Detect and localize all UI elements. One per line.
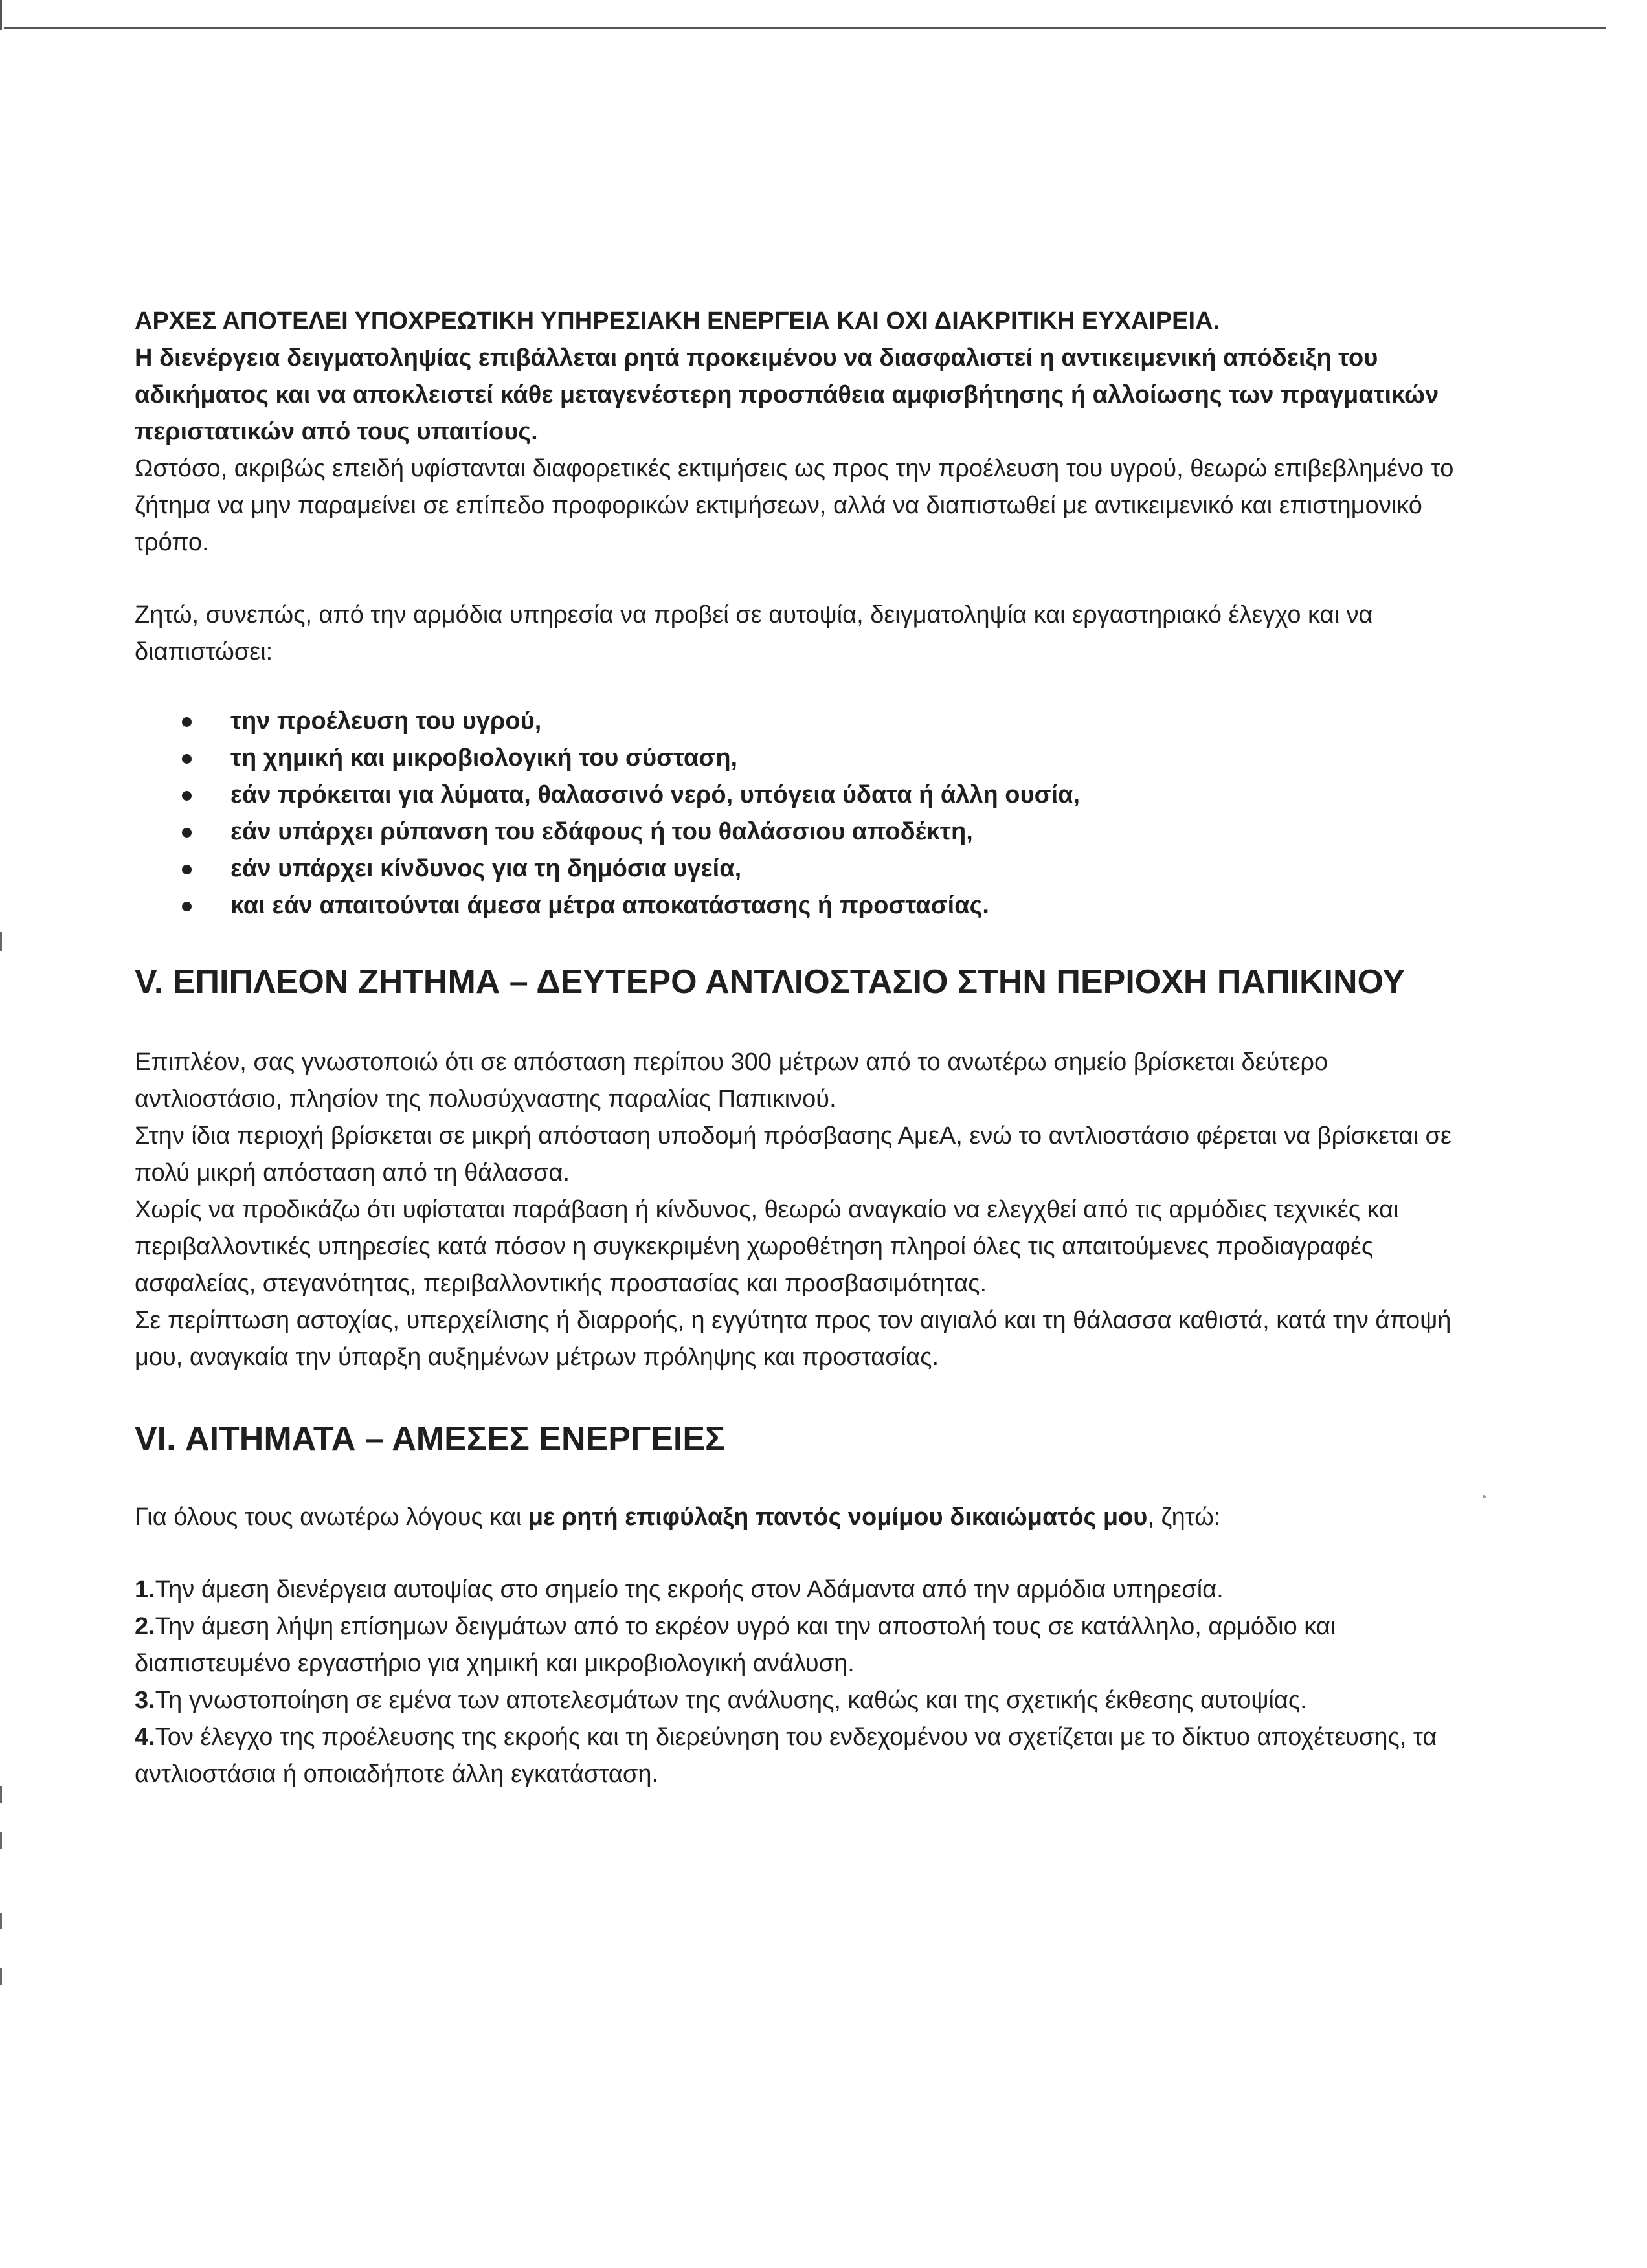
item-number: 2. bbox=[135, 1613, 155, 1640]
intro-plain-text: Για όλους τους ανωτέρω λόγους και bbox=[135, 1504, 528, 1531]
list-item: εάν υπάρχει κίνδυνος για τη δημόσια υγεία, bbox=[135, 850, 1481, 887]
scan-mark bbox=[0, 932, 2, 951]
scan-border-top bbox=[4, 27, 1606, 29]
scan-mark bbox=[0, 1832, 2, 1849]
request-list bbox=[135, 703, 1481, 924]
document-body bbox=[135, 303, 1481, 1793]
item-number: 1. bbox=[135, 1576, 155, 1603]
item-text: Την άμεση διενέργεια αυτοψίας στο σημείο της εκροής στον Αδάμαντα από την αρμόδια υπηρεσία. bbox=[155, 1576, 1224, 1603]
scan-border-left bbox=[0, 0, 2, 30]
numbered-item bbox=[135, 1608, 1481, 1682]
section-v-paragraph: Σε περίπτωση αστοχίας, υπερχείλισης ή διαρροής, η εγγύτητα προς τον αιγιαλό και τη θάλασσα καθιστά, κατά την άποψή μου, αναγκαία την ύπαρξη αυξημένων μέτρων πρόληψης και προστασίας. bbox=[135, 1307, 1451, 1371]
numbered-item bbox=[135, 1572, 1481, 1608]
intro-end-text: , ζητώ: bbox=[1147, 1504, 1221, 1531]
scan-mark bbox=[0, 1786, 2, 1803]
item-text: Τον έλεγχο της προέλευσης της εκροής και τη διερεύνηση του ενδεχομένου να σχετίζεται με το δίκτυο αποχέτευσης, τα αντλιοστάσια ή οποιαδήποτε άλλη εγκατάσταση. bbox=[135, 1724, 1437, 1788]
section-v-paragraph: Επιπλέον, σας γνωστοποιώ ότι σε απόσταση περίπου 300 μέτρων από το ανωτέρω σημείο βρίσκεται δεύτερο αντλιοστάσιο, πλησίον της πολυσύχναστης παραλίας Παπικινού. bbox=[135, 1049, 1328, 1113]
scan-mark bbox=[0, 1968, 2, 1984]
scan-mark bbox=[0, 1913, 2, 1929]
numbered-item bbox=[135, 1719, 1481, 1793]
request-intro: Ζητώ, συνεπώς, από την αρμόδια υπηρεσία να προβεί σε αυτοψία, δειγματοληψία και εργαστηριακό έλεγχο και να διαπιστώσει: bbox=[135, 601, 1373, 665]
list-item: και εάν απαιτούνται άμεσα μέτρα αποκατάστασης ή προστασίας. bbox=[135, 887, 1481, 924]
item-text: Τη γνωστοποίηση σε εμένα των αποτελεσμάτων της ανάλυσης, καθώς και της σχετικής έκθεσης αυτοψίας. bbox=[155, 1687, 1307, 1714]
list-item: τη χημική και μικροβιολογική του σύσταση, bbox=[135, 740, 1481, 777]
list-item: εάν υπάρχει ρύπανση του εδάφους ή του θαλάσσιου αποδέκτη, bbox=[135, 814, 1481, 850]
item-text: Την άμεση λήψη επίσημων δειγμάτων από το εκρέον υγρό και την αποστολή τους σε κατάλληλο, αρμόδιο και διαπιστευμένο εργαστήριο για χημική και μικροβιολογική ανάλυση. bbox=[135, 1613, 1336, 1677]
item-number: 3. bbox=[135, 1687, 155, 1714]
numbered-item bbox=[135, 1682, 1481, 1719]
section-vi-heading: VI. ΑΙΤΗΜΑΤΑ – ΑΜΕΣΕΣ ΕΝΕΡΓΕΙΕΣ bbox=[135, 1420, 726, 1458]
scan-speck bbox=[1483, 1495, 1486, 1498]
section-vi-intro bbox=[135, 1499, 1481, 1536]
section-v-heading: V. ΕΠΙΠΛΕΟΝ ΖΗΤΗΜΑ – ΔΕΥΤΕΡΟ ΑΝΤΛΙΟΣΤΑΣΙΟ ΣΤΗΝ ΠΕΡΙΟΧΗ ΠΑΠΙΚΙΝΟΥ bbox=[135, 963, 1406, 1001]
section-v-paragraph: Στην ίδια περιοχή βρίσκεται σε μικρή απόσταση υποδομή πρόσβασης ΑμεΑ, ενώ το αντλιοστάσιο φέρεται να βρίσκεται σε πολύ μικρή απόσταση από τη θάλασσα. bbox=[135, 1122, 1451, 1186]
intro-bold-paragraph: Η διενέργεια δειγματοληψίας επιβάλλεται ρητά προκειμένου να διασφαλιστεί η αντικειμενική απόδειξη του αδικήματος και να αποκλειστεί κάθε μεταγενέστερη προσπάθεια αμφισβήτησης ή αλλοίωσης των πραγματικών περιστατικών από τους υπαιτίους. bbox=[135, 344, 1439, 445]
item-number: 4. bbox=[135, 1724, 155, 1751]
intro-paragraph: Ωστόσο, ακριβώς επειδή υφίστανται διαφορετικές εκτιμήσεις ως προς την προέλευση του υγρού, θεωρώ επιβεβλημένο το ζήτημα να μην παραμείνει σε επίπεδο προφορικών εκτιμήσεων, αλλά να διαπιστωθεί με αντικειμενικό και επιστημονικό τρόπο. bbox=[135, 455, 1454, 556]
section-v-paragraph: Χωρίς να προδικάζω ότι υφίσταται παράβαση ή κίνδυνος, θεωρώ αναγκαίο να ελεγχθεί από τις αρμόδιες τεχνικές και περιβαλλοντικές υπηρεσίες κατά πόσον η συγκεκριμένη χωροθέτηση πληροί όλες τις απαιτούμενες προδιαγραφές ασφαλείας, στεγανότητας, περιβαλλοντικής προστασίας και προσβασιμότητας. bbox=[135, 1196, 1399, 1297]
list-item: εάν πρόκειται για λύματα, θαλασσινό νερό, υπόγεια ύδατα ή άλλη ουσία, bbox=[135, 777, 1481, 814]
intro-caps-line: ΑΡΧΕΣ ΑΠΟΤΕΛΕΙ ΥΠΟΧΡΕΩΤΙΚΗ ΥΠΗΡΕΣΙΑΚΗ ΕΝΕΡΓΕΙΑ ΚΑΙ ΟΧΙ ΔΙΑΚΡΙΤΙΚΗ ΕΥΧΑΙΡΕΙΑ. bbox=[135, 307, 1220, 335]
intro-bold-text: με ρητή επιφύλαξη παντός νομίμου δικαιώματός μου bbox=[528, 1504, 1148, 1531]
list-item: την προέλευση του υγρού, bbox=[135, 703, 1481, 740]
